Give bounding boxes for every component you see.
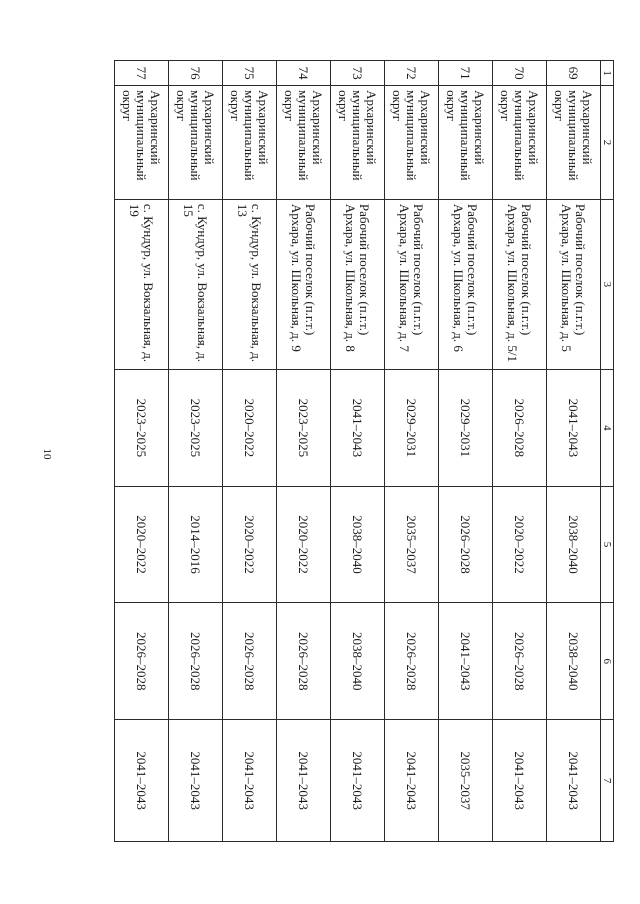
- municipality-cell: Архаринский муниципальный округ: [385, 86, 439, 200]
- table-row: [169, 61, 223, 842]
- period-cell-col7: 2041–2043: [493, 720, 547, 842]
- row-number: 76: [169, 61, 223, 86]
- address-cell: с. Кундур, ул. Вокзальная, д. 15: [169, 199, 223, 369]
- rotated-table-wrapper: [90, 60, 614, 842]
- period-cell-col4: 2023–2025: [277, 369, 331, 486]
- municipality-cell: Архаринский муниципальный округ: [547, 86, 601, 200]
- period-cell-col6: 2038–2040: [547, 603, 601, 720]
- schedule-table: [114, 60, 614, 842]
- table-viewport: [90, 60, 614, 842]
- row-number: 71: [439, 61, 493, 86]
- municipality-cell: Архаринский муниципальный округ: [169, 86, 223, 200]
- table-header-row: [601, 61, 614, 842]
- page-number: 10: [41, 448, 53, 460]
- period-cell-col5: 2020–2022: [493, 486, 547, 603]
- period-cell-col6: 2026–2028: [115, 603, 169, 720]
- period-cell-col6: 2026–2028: [223, 603, 277, 720]
- address-cell: с. Кундур, ул. Вокзальная, д. 19: [115, 199, 169, 369]
- municipality-cell: Архаринский муниципальный округ: [277, 86, 331, 200]
- period-cell-col7: 2041–2043: [547, 720, 601, 842]
- period-cell-col5: 2014–2016: [169, 486, 223, 603]
- header-cell: 6: [601, 603, 614, 720]
- period-cell-col5: 2020–2022: [115, 486, 169, 603]
- period-cell-col4: 2041–2043: [547, 369, 601, 486]
- period-cell-col7: 2041–2043: [385, 720, 439, 842]
- period-cell-col4: 2026–2028: [493, 369, 547, 486]
- header-cell: 2: [601, 86, 614, 200]
- period-cell-col5: 2038–2040: [331, 486, 385, 603]
- municipality-cell: Архаринский муниципальный округ: [115, 86, 169, 200]
- table-row: [385, 61, 439, 842]
- period-cell-col5: 2020–2022: [223, 486, 277, 603]
- table-row: [547, 61, 601, 842]
- period-cell-col4: 2020–2022: [223, 369, 277, 486]
- table-row: [493, 61, 547, 842]
- header-cell: 1: [601, 61, 614, 86]
- municipality-cell: Архаринский муниципальный округ: [439, 86, 493, 200]
- period-cell-col7: 2035–2037: [439, 720, 493, 842]
- municipality-cell: Архаринский муниципальный округ: [331, 86, 385, 200]
- period-cell-col7: 2041–2043: [115, 720, 169, 842]
- address-cell: Рабочий поселок (п.г.т.) Архара, ул. Школьная, д. 9: [277, 199, 331, 369]
- address-cell: с. Кундур, ул. Вокзальная, д. 13: [223, 199, 277, 369]
- period-cell-col4: 2029–2031: [439, 369, 493, 486]
- address-cell: Рабочий поселок (п.г.т.) Архара, ул. Школьная, д. 8: [331, 199, 385, 369]
- period-cell-col6: 2041–2043: [439, 603, 493, 720]
- period-cell-col5: 2026–2028: [439, 486, 493, 603]
- table-row: [277, 61, 331, 842]
- period-cell-col6: 2026–2028: [169, 603, 223, 720]
- row-number: 72: [385, 61, 439, 86]
- period-cell-col6: 2038–2040: [331, 603, 385, 720]
- table-body: [115, 61, 614, 842]
- period-cell-col5: 2038–2040: [547, 486, 601, 603]
- header-cell: 5: [601, 486, 614, 603]
- period-cell-col7: 2041–2043: [277, 720, 331, 842]
- header-cell: 7: [601, 720, 614, 842]
- address-cell: Рабочий поселок (п.г.т.) Архара, ул. Школьная, д. 5/1: [493, 199, 547, 369]
- address-cell: Рабочий поселок (п.г.т.) Архара, ул. Школьная, д. 5: [547, 199, 601, 369]
- period-cell-col6: 2026–2028: [277, 603, 331, 720]
- period-cell-col7: 2041–2043: [223, 720, 277, 842]
- table-row: [223, 61, 277, 842]
- period-cell-col5: 2035–2037: [385, 486, 439, 603]
- address-cell: Рабочий поселок (п.г.т.) Архара, ул. Школьная, д. 7: [385, 199, 439, 369]
- period-cell-col5: 2020–2022: [277, 486, 331, 603]
- period-cell-col7: 2041–2043: [331, 720, 385, 842]
- address-cell: Рабочий поселок (п.г.т.) Архара, ул. Школьная, д. 6: [439, 199, 493, 369]
- period-cell-col7: 2041–2043: [169, 720, 223, 842]
- municipality-cell: Архаринский муниципальный округ: [493, 86, 547, 200]
- table-row: [331, 61, 385, 842]
- period-cell-col4: 2023–2025: [169, 369, 223, 486]
- period-cell-col4: 2041–2043: [331, 369, 385, 486]
- row-number: 69: [547, 61, 601, 86]
- row-number: 70: [493, 61, 547, 86]
- table-row: [439, 61, 493, 842]
- municipality-cell: Архаринский муниципальный округ: [223, 86, 277, 200]
- period-cell-col6: 2026–2028: [385, 603, 439, 720]
- table-row: [115, 61, 169, 842]
- row-number: 75: [223, 61, 277, 86]
- header-cell: 3: [601, 199, 614, 369]
- header-cell: 4: [601, 369, 614, 486]
- period-cell-col4: 2023–2025: [115, 369, 169, 486]
- period-cell-col4: 2029–2031: [385, 369, 439, 486]
- period-cell-col6: 2026–2028: [493, 603, 547, 720]
- row-number: 73: [331, 61, 385, 86]
- row-number: 77: [115, 61, 169, 86]
- row-number: 74: [277, 61, 331, 86]
